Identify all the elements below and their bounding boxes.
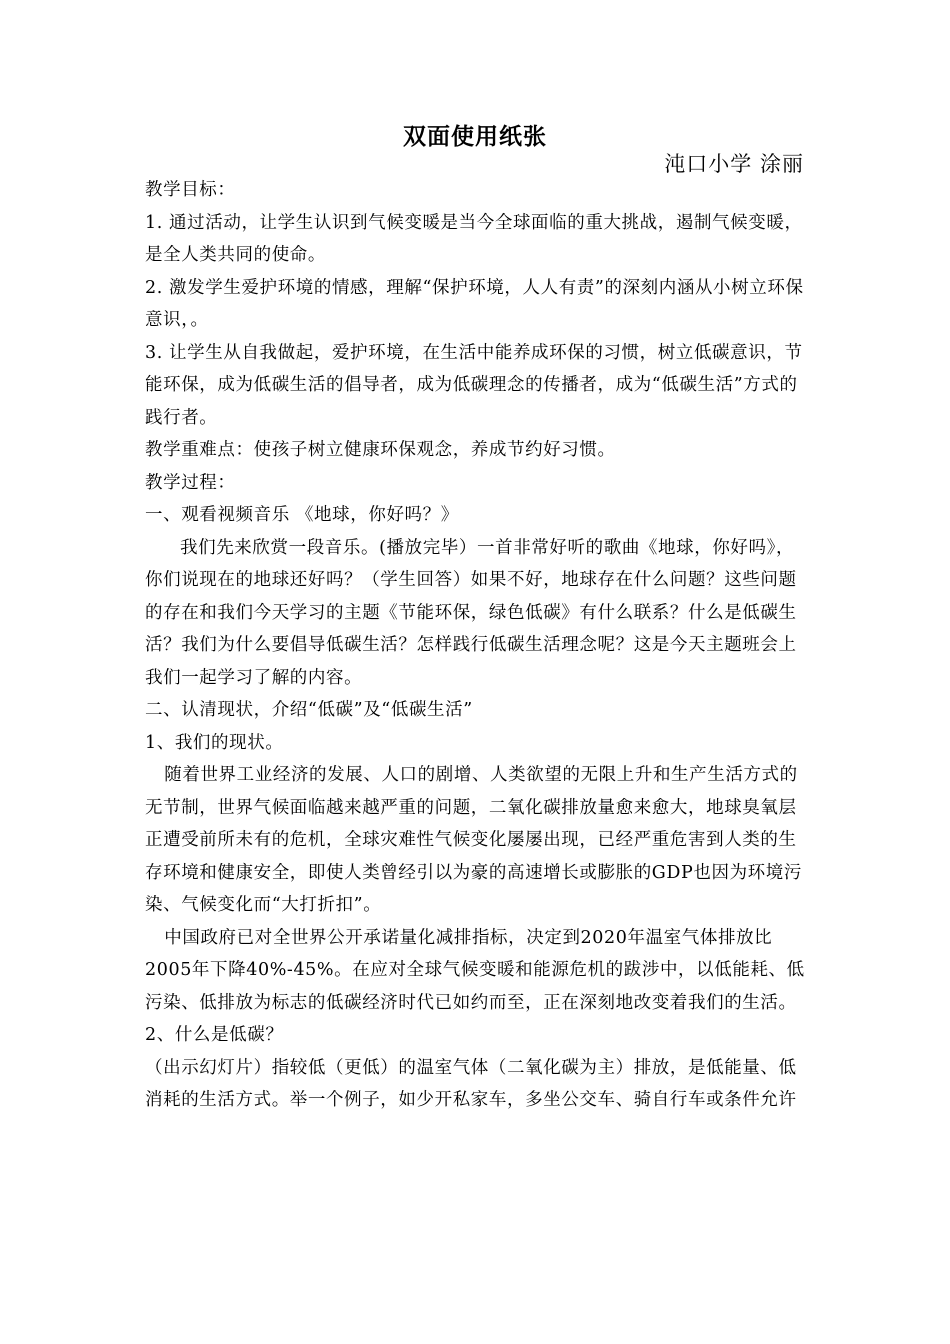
body-paragraph: 随着世界工业经济的发展、人口的剧增、人类欲望的无限上升和生产生活方式的无节制，世界气候面临越来越严重的问题，二氧化碳排放量愈来愈大，地球臭氧层正遭受前所未有的危机，全球灾难性气候变化屡屡出现，已经严重危害到人类的生存环境和健康安全，即使人类曾经引以为豪的高速增长或膨胀的GDP也因为环境污染、气候变化而“大打折扣”。: [145, 765, 802, 915]
body-paragraph: （出示幻灯片）指较低（更低）的温室气体（二氧化碳为主）排放，是低能量、低消耗的生活方式。举一个例子，如少开私家车，多坐公交车、骑自行车或条件允许: [145, 1057, 797, 1110]
body-paragraph: 中国政府已对全世界公开承诺量化减排指标，决定到2020年温室气体排放比2005年下降40%-45%。在应对全球气候变暖和能源危机的跋涉中，以低能耗、低污染、低排放为标志的低碳经济时代已如约而至，正在深刻地改变着我们的生活。: [145, 927, 805, 1013]
sub-heading-status: 1、我们的现状。: [145, 732, 284, 753]
document-title: 双面使用纸张: [403, 124, 547, 150]
objective-item-2: 2. 激发学生爱护环境的情感，理解“保护环境，人人有责”的深刻内涵从小树立环保意识，。: [145, 277, 804, 330]
section-heading-objectives: 教学目标：: [145, 180, 236, 200]
step-heading-2: 二、认清现状，介绍“低碳”及“低碳生活”: [145, 700, 473, 720]
section-heading-process: 教学过程：: [145, 472, 236, 493]
key-points-line: 教学重难点：使孩子树立健康环保观念，养成节约好习惯。: [145, 440, 616, 460]
objective-item-1: 1. 通过活动，让学生认识到气候变暖是当今全球面临的重大挑战，遏制气候变暖，是全人类共同的使命。: [145, 212, 803, 265]
document-author: 沌口小学 涂丽: [664, 152, 804, 176]
document-body: [145, 174, 809, 1117]
body-paragraph: 我们先来欣赏一段音乐。(播放完毕）一首非常好听的歌曲《地球，你好吗》，你们说现在的地球还好吗？（学生回答）如果不好，地球存在什么问题？这些问题的存在和我们今天学习的主题《节能环保，绿色低碳》有什么联系？什么是低碳生活？我们为什么要倡导低碳生活？怎样践行低碳生活理念呢？这是今天主题班会上我们一起学习了解的内容。: [145, 537, 797, 688]
sub-heading-low-carbon: 2、什么是低碳？: [145, 1025, 284, 1045]
objective-item-3: 3. 让学生从自我做起，爱护环境，在生活中能养成环保的习惯，树立低碳意识，节能环保，成为低碳生活的倡导者，成为低碳理念的传播者，成为“低碳生活”方式的践行者。: [145, 342, 803, 428]
step-heading-1: 一、观看视频音乐 《地球，你好吗？》: [145, 505, 459, 525]
